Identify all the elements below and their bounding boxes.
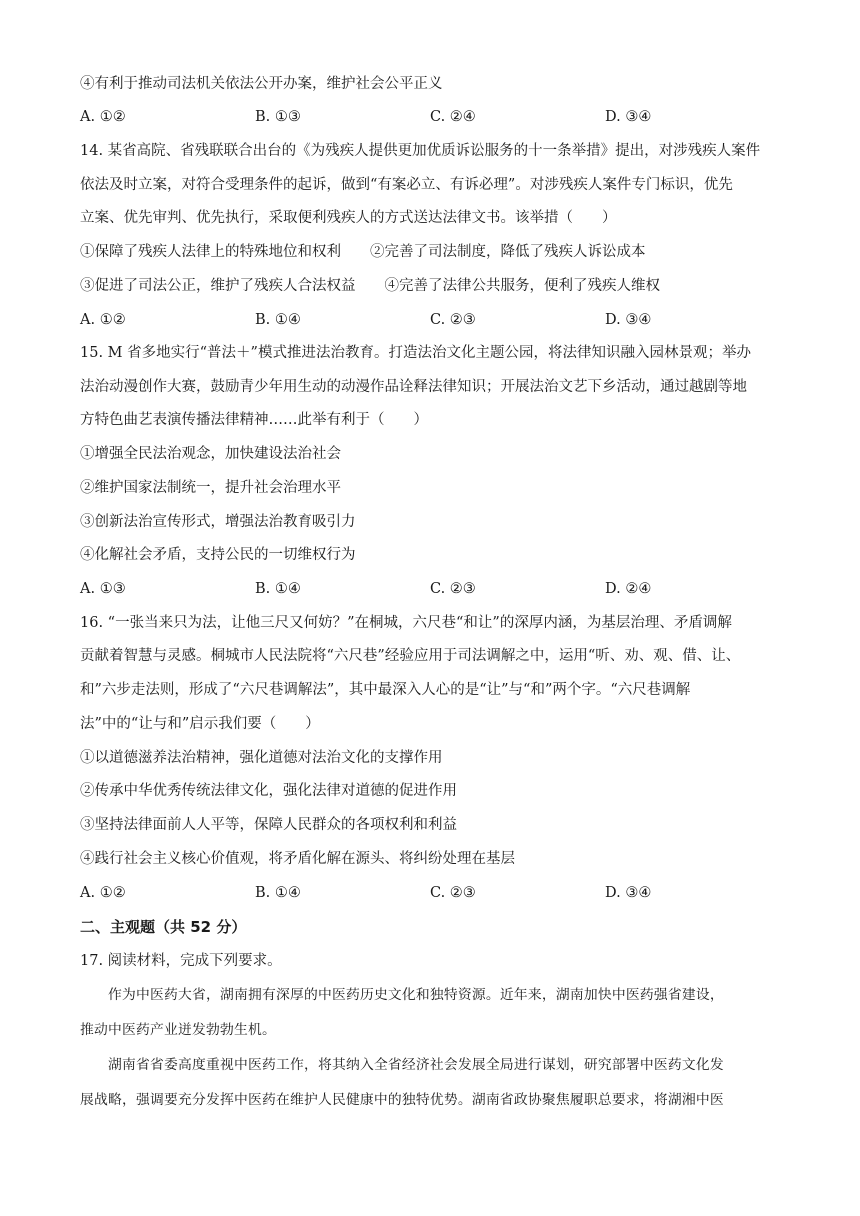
q14-options	[80, 310, 800, 330]
material-paragraph-1-line-1: 作为中医药大省，湖南拥有深厚的中医药历史文化和独特资源。近年来，湖南加快中医药强省建设，	[108, 987, 724, 1003]
material-paragraph-2-line-2: 展战略，强调要充分发挥中医药在维护人民健康中的独特优势。湖南省政协聚焦履职总要求，将湖湘中医	[80, 1092, 724, 1108]
q16-option-a: A. ①②	[80, 885, 126, 901]
q15-option-c: C. ②③	[430, 581, 476, 597]
q16-stem-line-1: 16. “一张当来只为法，让他三尺又何妨？”在桐城，六尺巷“和让”的深厚内涵，为基层治理、矛盾调解	[80, 615, 732, 631]
q15-option-a: A. ①③	[80, 581, 126, 597]
q16-statement-4: ④践行社会主义核心价值观，将矛盾化解在源头、将纠纷处理在基层	[80, 851, 515, 867]
q14-option-d: D. ③④	[605, 312, 652, 328]
q16-options	[80, 883, 800, 903]
q16-option-c: C. ②③	[430, 885, 476, 901]
q13-statement-4: ④有利于推动司法机关依法公开办案，维护社会公平正义	[80, 76, 443, 92]
q16-statement-1: ①以道德滋养法治精神，强化道德对法治文化的支撑作用	[80, 750, 443, 766]
q15-statement-4: ④化解社会矛盾，支持公民的一切维权行为	[80, 547, 356, 563]
q15-statement-3: ③创新法治宣传形式，增强法治教育吸引力	[80, 514, 356, 530]
q15-statement-1: ①增强全民法治观念，加快建设法治社会	[80, 446, 341, 462]
q13-option-c: C. ②④	[430, 109, 476, 125]
q16-stem-line-3: 和”六步走法则，形成了“六尺巷调解法”，其中最深入人心的是“让”与“和”两个字。“六尺巷调解	[80, 682, 691, 698]
q15-option-d: D. ②④	[605, 581, 652, 597]
q15-statement-2: ②维护国家法制统一，提升社会治理水平	[80, 480, 341, 496]
q15-options	[80, 579, 800, 599]
q13-option-a: A. ①②	[80, 109, 126, 125]
q14-statements-1-2: ①保障了残疾人法律上的特殊地位和权利 ②完善了司法制度，降低了残疾人诉讼成本	[80, 244, 646, 260]
q14-statements-3-4: ③促进了司法公正，维护了残疾人合法权益 ④完善了法律公共服务，便利了残疾人维权	[80, 278, 660, 294]
q15-stem-line-1: 15. M 省多地实行“普法＋”模式推进法治教育。打造法治文化主题公园，将法律知识融入园林景观；举办	[80, 345, 751, 361]
q14-stem-line-3: 立案、优先审判、优先执行，采取便利残疾人的方式送达法律文书。该举措（ ）	[80, 210, 617, 226]
q14-option-b: B. ①④	[255, 312, 301, 328]
q14-stem-line-2: 依法及时立案，对符合受理条件的起诉，做到“有案必立、有诉必理”。对涉残疾人案件专门标识，优先	[80, 177, 733, 193]
q17-prompt: 17. 阅读材料，完成下列要求。	[80, 953, 282, 969]
q14-stem-line-1: 14. 某省高院、省残联联合出台的《为残疾人提供更加优质诉讼服务的十一条举措》提出，对涉残疾人案件	[80, 143, 761, 159]
q16-option-d: D. ③④	[605, 885, 652, 901]
q13-option-b: B. ①③	[255, 109, 301, 125]
material-paragraph-1-line-2: 推动中医药产业迸发勃勃生机。	[80, 1022, 276, 1038]
q16-stem-line-4: 法”中的“让与和”启示我们要（ ）	[80, 716, 320, 732]
q13-option-d: D. ③④	[605, 109, 652, 125]
q16-option-b: B. ①④	[255, 885, 301, 901]
q15-stem-line-2: 法治动漫创作大赛，鼓励青少年用生动的动漫作品诠释法律知识；开展法治文艺下乡活动，通过越剧等地	[80, 379, 747, 395]
q13-options	[80, 107, 800, 127]
q16-statement-2: ②传承中华优秀传统法律文化，强化法律对道德的促进作用	[80, 783, 457, 799]
material-paragraph-2-line-1: 湖南省省委高度重视中医药工作，将其纳入全省经济社会发展全局进行谋划，研究部署中医药文化发	[108, 1057, 724, 1073]
q16-statement-3: ③坚持法律面前人人平等，保障人民群众的各项权利和利益	[80, 817, 457, 833]
q15-option-b: B. ①④	[255, 581, 301, 597]
section-heading: 二、主观题（共 52 分）	[80, 918, 247, 936]
q15-stem-line-3: 方特色曲艺表演传播法律精神……此举有利于（ ）	[80, 412, 428, 428]
q16-stem-line-2: 贡献着智慧与灵感。桐城市人民法院将“六尺巷”经验应用于司法调解之中，运用“听、劝、观、借、让、	[80, 648, 741, 664]
q14-option-c: C. ②③	[430, 312, 476, 328]
q14-option-a: A. ①②	[80, 312, 126, 328]
